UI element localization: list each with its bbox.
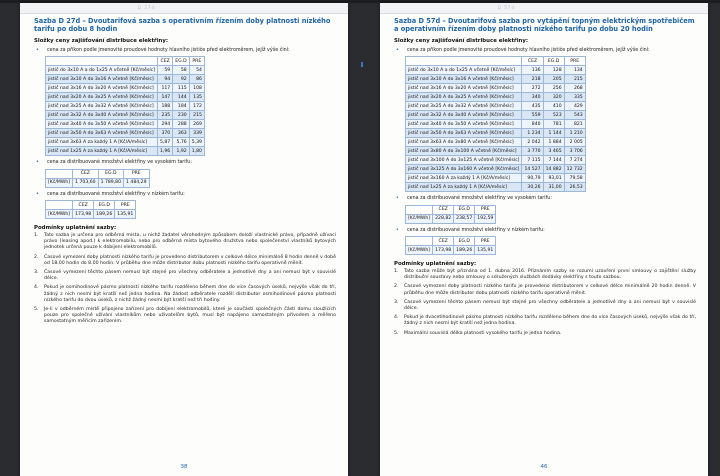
table-header-row xyxy=(46,201,136,210)
value-cell: 54 xyxy=(189,66,204,75)
page-number: 38 xyxy=(180,464,188,470)
table-row xyxy=(406,246,496,255)
row-label-cell: jistič nad 3x25 A do 3x32 A včetně [Kč/měsíc] xyxy=(46,102,158,111)
condition-item xyxy=(394,315,696,327)
condition-text: Časové vymezení doby platnosti nízkého tarifu je provedeno distributorem v celkové délce minimálně 8 hodin denně v době od 18.00 hodin do 8.00 hodin. V průběhu dne může distributor dobu platnosti nízkého tarifu operativně měnit. xyxy=(44,254,336,266)
value-cell: 840 xyxy=(522,120,543,129)
row-label-cell: jistič nad 3x50 A do 3x63 A včetně [Kč/měsíc] xyxy=(406,129,522,138)
value-cell: 2 005 xyxy=(564,138,585,147)
table-header-row xyxy=(46,57,205,66)
bullet-text: cena za příkon podle jmenovité proudové hodnoty hlavního jističe před elektroměrem, jejíž výše činí: xyxy=(407,47,650,53)
high-tariff-table xyxy=(45,169,150,188)
value-cell: 1,96 xyxy=(158,147,173,156)
table-row xyxy=(406,147,586,156)
low-tariff-table xyxy=(405,236,496,255)
table-row xyxy=(406,165,586,174)
value-cell: 26,53 xyxy=(564,183,585,192)
table-row xyxy=(406,174,586,183)
condition-item xyxy=(34,270,336,282)
value-cell: 135,91 xyxy=(115,210,136,219)
row-label-cell: [Kč/MWh] xyxy=(46,178,73,187)
value-cell: 3 770 xyxy=(522,147,543,156)
table-row xyxy=(406,138,586,147)
value-cell: 172 xyxy=(189,102,204,111)
value-cell: 1 484,29 xyxy=(124,178,149,187)
row-label-cell: jistič do 3x10 A a do 1x25 A včetně [Kč/měsíc] xyxy=(46,66,158,75)
value-cell: 30,26 xyxy=(522,183,543,192)
row-label-cell: jistič nad 1x25 A za každý 1 A [Kč/A/měsíc] xyxy=(406,183,522,192)
condition-number: 4. xyxy=(34,285,39,291)
condition-text: Tato sazba je určena pro odběrná místa, u nichž žadatel věrohodným způsobem doloží vlastnické právo, případně užívací právo (leasing apod.) k elektromobilu, nebo pro odběrná místa bytového družstva nebo společenství vlastníků bytových jednotek určená pouze k dobíjení elektromobilů. xyxy=(44,233,336,251)
page-header-strip xyxy=(380,3,708,14)
value-cell: 86 xyxy=(189,75,204,84)
condition-number: 2. xyxy=(394,284,399,290)
row-label-cell: jistič nad 3x10 A do 3x16 A včetně [Kč/měsíc] xyxy=(406,75,522,84)
table-row xyxy=(406,129,586,138)
table-row xyxy=(46,75,205,84)
value-cell: 1 210 xyxy=(564,129,585,138)
bullet-item: • cena za příkon podle jmenovité proudové hodnoty hlavního jističe před elektroměrem, jejíž výše činí: xyxy=(36,47,290,53)
value-cell: 288 xyxy=(173,120,189,129)
column-header: PRE xyxy=(564,57,585,66)
row-label-cell: [Kč/MWh] xyxy=(406,214,433,223)
table-row xyxy=(406,111,586,120)
bullet-text: cena za distribuované množství elektřiny ve vysokém tarifu: xyxy=(47,160,192,166)
condition-item xyxy=(34,233,336,252)
value-cell: 59 xyxy=(158,66,173,75)
value-cell: 218 xyxy=(522,75,543,84)
value-cell: 238,57 xyxy=(454,214,475,223)
value-cell: 173,98 xyxy=(73,210,94,219)
row-label-cell: jistič nad 3x63 A do 3x80 A včetně [Kč/měsíc] xyxy=(406,138,522,147)
value-cell: 543 xyxy=(564,111,585,120)
table-row xyxy=(46,111,205,120)
value-cell: 108 xyxy=(189,84,204,93)
table-row xyxy=(46,178,150,187)
column-header: EG.D xyxy=(94,201,115,210)
page-header-text: D 27d xyxy=(138,5,155,10)
condition-text: Pokud je dvacetihodinové pásmo platnosti nízkého tarifu rozděleno během dne do více časových úseků, nejvýše však do tří, žádný z nich nesmí být kratší než jedna hodina. xyxy=(404,315,696,327)
condition-number: 3. xyxy=(394,299,399,305)
value-cell: 228,82 xyxy=(433,214,454,223)
value-cell: 215 xyxy=(564,75,585,84)
row-label-cell: jistič nad 3x40 A do 3x50 A včetně [Kč/měsíc] xyxy=(46,120,158,129)
breaker-price-table xyxy=(405,56,586,192)
condition-text: Je-li v odběrném místě připojeno zařízení pro dobíjení elektromobilů, které je součástí společných částí domu sloužících pouze pro společné užívání vlastníkům nebo uživatelům bytů, musí být napájeno samostatným přívodem a měřeno samostatným měřicím zařízením. xyxy=(44,307,336,325)
column-header xyxy=(46,57,158,66)
value-cell: 1,92 xyxy=(173,147,189,156)
table-row xyxy=(406,66,586,75)
section-subtitle: Složky ceny zajišťování distribuce elektřiny: xyxy=(394,37,529,44)
value-cell: 173,98 xyxy=(433,246,454,255)
column-header: ČEZ xyxy=(433,205,454,214)
value-cell: 136 xyxy=(522,66,543,75)
row-label-cell: jistič nad 3x50 A do 3x63 A včetně [Kč/měsíc] xyxy=(46,129,158,138)
section-subtitle: Složky ceny zajišťování distribuce elektřiny: xyxy=(34,37,169,44)
row-label-cell: jistič nad 3x100 A do 3x125 A včetně [Kč/měsíc] xyxy=(406,156,522,165)
row-label-cell: jistič nad 3x20 A do 3x25 A včetně [Kč/měsíc] xyxy=(406,93,522,102)
value-cell: 90,79 xyxy=(522,174,543,183)
value-cell: 1 884 xyxy=(543,138,564,147)
tariff-title: Sazba D 57d – Dvoutarifová sazba pro vytápění topným elektrickým spotřebičem a operativním řízením doby platnosti nízkého tarifu po dobu 20 hodin xyxy=(394,17,695,34)
bullet-item: • cena za distribuované množství elektřiny ve vysokém tarifu: xyxy=(36,160,192,166)
value-cell: 340 xyxy=(522,93,543,102)
table-row xyxy=(406,183,586,192)
column-header: EG.D xyxy=(454,237,475,246)
column-header: EG.D xyxy=(543,57,564,66)
table-row xyxy=(406,93,586,102)
value-cell: 370 xyxy=(158,129,173,138)
scroll-indicator[interactable] xyxy=(361,62,363,67)
conditions-list xyxy=(394,269,696,337)
value-cell: 134 xyxy=(564,66,585,75)
value-cell: 294 xyxy=(158,120,173,129)
value-cell: 135,91 xyxy=(475,246,496,255)
page-number: 46 xyxy=(540,464,548,470)
value-cell: 147 xyxy=(158,93,173,102)
table-row xyxy=(406,84,586,93)
row-label-cell: jistič nad 3x10 A do 3x16 A včetně [Kč/měsíc] xyxy=(46,75,158,84)
value-cell: 268 xyxy=(564,84,585,93)
value-cell: 559 xyxy=(522,111,543,120)
value-cell: 256 xyxy=(543,84,564,93)
column-header xyxy=(406,237,433,246)
table-row xyxy=(406,214,496,223)
table-row xyxy=(46,129,205,138)
condition-item xyxy=(34,285,336,304)
value-cell: 12 732 xyxy=(564,165,585,174)
value-cell: 94 xyxy=(158,75,173,84)
document-page-right[interactable] xyxy=(380,3,708,476)
row-label-cell: jistič nad 3x25 A do 3x32 A včetně [Kč/měsíc] xyxy=(406,102,522,111)
table-row xyxy=(406,102,586,111)
column-header: EG.D xyxy=(454,205,475,214)
bullet-item: • cena za příkon podle jmenovité proudové hodnoty hlavního jističe před elektroměrem, jejíž výše činí: xyxy=(396,47,650,53)
row-label-cell: jistič nad 3x40 A do 3x50 A včetně [Kč/měsíc] xyxy=(406,120,522,129)
column-header: EG.D xyxy=(98,169,123,178)
conditions-title: Podmínky uplatnění sazby: xyxy=(34,225,117,232)
bullet-text: cena za distribuované množství elektřiny v nízkém tarifu: xyxy=(407,227,545,233)
bullet-text: cena za příkon podle jmenovité proudové hodnoty hlavního jističe před elektroměrem, jejíž výše činí: xyxy=(47,47,290,53)
table-row xyxy=(46,102,205,111)
condition-text: Maximální souvislá délka platnosti vysokého tarifu je jedna hodina. xyxy=(404,330,562,336)
bullet-text: cena za distribuované množství elektřiny v nízkém tarifu: xyxy=(47,191,185,197)
row-label-cell: jistič nad 1x25 A za každý 1 A [Kč/A/měsíc] xyxy=(46,147,158,156)
condition-item xyxy=(394,269,696,281)
value-cell: 7 144 xyxy=(543,156,564,165)
value-cell: 14 527 xyxy=(522,165,543,174)
conditions-list xyxy=(34,233,336,326)
column-header: ČEZ xyxy=(73,169,98,178)
table-row xyxy=(46,66,205,75)
value-cell: 184 xyxy=(173,102,189,111)
column-header: PRE xyxy=(475,205,496,214)
table-row xyxy=(406,120,586,129)
conditions-title: Podmínky uplatnění sazby: xyxy=(394,261,477,268)
column-header: ČEZ xyxy=(158,57,173,66)
row-label-cell: jistič nad 3x160 A za každý 1 A [Kč/A/měsíc] xyxy=(406,174,522,183)
value-cell: 429 xyxy=(564,102,585,111)
value-cell: 92 xyxy=(173,75,189,84)
value-cell: 435 xyxy=(522,102,543,111)
value-cell: 5,39 xyxy=(189,138,204,147)
value-cell: 363 xyxy=(173,129,189,138)
table-row xyxy=(46,147,205,156)
value-cell: 410 xyxy=(543,102,564,111)
value-cell: 93,01 xyxy=(543,174,564,183)
column-header: EG.D xyxy=(173,57,189,66)
value-cell: 2 042 xyxy=(522,138,543,147)
value-cell: 339 xyxy=(189,129,204,138)
document-page-left[interactable] xyxy=(20,3,348,476)
value-cell: 188 xyxy=(158,102,173,111)
value-cell: 128 xyxy=(543,66,564,75)
row-label-cell: jistič nad 3x63 A za každý 1 A [Kč/A/měsíc] xyxy=(46,138,158,147)
row-label-cell: jistič nad 3x16 A do 3x20 A včetně [Kč/měsíc] xyxy=(406,84,522,93)
value-cell: 135 xyxy=(189,93,204,102)
condition-text: Tato sazba může být přiznána od 1. dubna 2016. Přiznáním sazby se rozumí uzavření první smlouvy o zajištění služby distribuční soustavy nebo smlouvy o sdružených službách dodávky elektřiny s touto sazbou. xyxy=(404,269,696,281)
value-cell: 235 xyxy=(158,111,173,120)
value-cell: 192,59 xyxy=(475,214,496,223)
value-cell: 269 xyxy=(189,120,204,129)
page-header-strip xyxy=(20,3,348,14)
value-cell: 189,26 xyxy=(454,246,475,255)
value-cell: 781 xyxy=(543,120,564,129)
value-cell: 31,00 xyxy=(543,183,564,192)
value-cell: 1,80 xyxy=(189,147,204,156)
condition-item xyxy=(394,284,696,296)
value-cell: 144 xyxy=(173,93,189,102)
value-cell: 1 703,60 xyxy=(73,178,98,187)
table-header-row xyxy=(46,169,150,178)
condition-number: 5. xyxy=(394,330,399,336)
row-label-cell: jistič nad 3x80 A do 3x100 A včetně [Kč/měsíc] xyxy=(406,147,522,156)
condition-number: 1. xyxy=(34,233,39,239)
condition-item xyxy=(34,255,336,267)
value-cell: 5,87 xyxy=(158,138,173,147)
value-cell: 117 xyxy=(158,84,173,93)
condition-number: 5. xyxy=(34,307,39,313)
column-header xyxy=(406,57,522,66)
table-header-row xyxy=(406,205,496,214)
condition-number: 4. xyxy=(394,315,399,321)
value-cell: 215 xyxy=(189,111,204,120)
condition-number: 3. xyxy=(34,270,39,276)
column-header: PRE xyxy=(475,237,496,246)
column-header xyxy=(46,169,73,178)
value-cell: 1 234 xyxy=(522,129,543,138)
table-row xyxy=(46,84,205,93)
column-header: ČEZ xyxy=(522,57,543,66)
table-row xyxy=(46,138,205,147)
column-header: PRE xyxy=(189,57,204,66)
condition-item xyxy=(34,307,336,326)
value-cell: 821 xyxy=(564,120,585,129)
table-row xyxy=(406,75,586,84)
value-cell: 115 xyxy=(173,84,189,93)
value-cell: 230 xyxy=(173,111,189,120)
table-row xyxy=(406,156,586,165)
row-label-cell: [Kč/MWh] xyxy=(406,246,433,255)
value-cell: 272 xyxy=(522,84,543,93)
value-cell: 7 115 xyxy=(522,156,543,165)
column-header: ČEZ xyxy=(73,201,94,210)
value-cell: 205 xyxy=(543,75,564,84)
column-header: ČEZ xyxy=(433,237,454,246)
value-cell: 7 274 xyxy=(564,156,585,165)
value-cell: 79,58 xyxy=(564,174,585,183)
value-cell: 335 xyxy=(564,93,585,102)
row-label-cell: [Kč/MWh] xyxy=(46,210,73,219)
bullet-item: • cena za distribuované množství elektřiny v nízkém tarifu: xyxy=(36,191,185,197)
condition-number: 1. xyxy=(394,269,399,275)
value-cell: 1 789,80 xyxy=(98,178,123,187)
row-label-cell: jistič do 3x10 A a do 1x25 A včetně [Kč/měsíc] xyxy=(406,66,522,75)
condition-text: Časové vymezení těchto pásem nemusí být stejné pro všechny odběratele a jednotlivé dny a ani nemusí být v souvislé délce. xyxy=(44,270,336,282)
condition-text: Pokud je osmihodinové pásmo platnosti nízkého tarifu rozděleno během dne do více časových úseků, nejvýše však do tří, žádný z nich nesmí být kratší než jedna hodina. Na žádost odběratele rozdělí distributor osmihodinové pásmo platnosti nízkého tarifu do dvou úseků, z nichž žádný nesmí být kratší než tři hodiny. xyxy=(44,285,336,303)
bullet-text: cena za distribuované množství elektřiny ve vysokém tarifu: xyxy=(407,196,552,202)
value-cell: 14 882 xyxy=(543,165,564,174)
tariff-title: Sazba D 27d – Dvoutarifová sazba s operativním řízením doby platnosti nízkého tarifu po dobu 8 hodin xyxy=(34,17,331,34)
table-header-row xyxy=(406,237,496,246)
row-label-cell: jistič nad 3x32 A do 3x40 A včetně [Kč/měsíc] xyxy=(46,111,158,120)
condition-number: 2. xyxy=(34,254,39,260)
table-header-row xyxy=(406,57,586,66)
table-row xyxy=(46,93,205,102)
condition-item xyxy=(394,300,696,312)
value-cell: 5,76 xyxy=(173,138,189,147)
row-label-cell: jistič nad 3x125 A do 3x160 A včetně [Kč/měsíc] xyxy=(406,165,522,174)
column-header: PRE xyxy=(115,201,136,210)
row-label-cell: jistič nad 3x16 A do 3x20 A včetně [Kč/měsíc] xyxy=(46,84,158,93)
value-cell: 58 xyxy=(173,66,189,75)
bullet-item: • cena za distribuované množství elektřiny v nízkém tarifu: xyxy=(396,227,545,233)
condition-text: Časové vymezení doby platnosti nízkého tarifu je provedeno distributorem v celkové délce minimálně 20 hodin denně. V průběhu dne může distributor dobu platnosti nízkého tarifu operativně měnit. xyxy=(404,284,696,296)
value-cell: 3 465 xyxy=(543,147,564,156)
column-header: PRE xyxy=(124,169,149,178)
value-cell: 1 144 xyxy=(543,129,564,138)
value-cell: 523 xyxy=(543,111,564,120)
table-row xyxy=(46,210,136,219)
bullet-item: • cena za distribuované množství elektřiny ve vysokém tarifu: xyxy=(396,196,552,202)
low-tariff-table xyxy=(45,200,136,219)
column-header xyxy=(46,201,73,210)
table-row xyxy=(46,120,205,129)
page-header-text: D 57d xyxy=(498,5,515,10)
row-label-cell: jistič nad 3x32 A do 3x40 A včetně [Kč/měsíc] xyxy=(406,111,522,120)
breaker-price-table xyxy=(45,56,205,156)
value-cell: 3 706 xyxy=(564,147,585,156)
condition-item xyxy=(394,331,696,337)
high-tariff-table xyxy=(405,205,496,224)
condition-text: Časové vymezení těchto pásem nemusí být stejné pro všechny odběratele a jednotlivé dny a ani nemusí být v souvislé délce. xyxy=(404,299,696,312)
value-cell: 320 xyxy=(543,93,564,102)
row-label-cell: jistič nad 3x20 A do 3x25 A včetně [Kč/měsíc] xyxy=(46,93,158,102)
value-cell: 189,26 xyxy=(94,210,115,219)
column-header xyxy=(406,205,433,214)
